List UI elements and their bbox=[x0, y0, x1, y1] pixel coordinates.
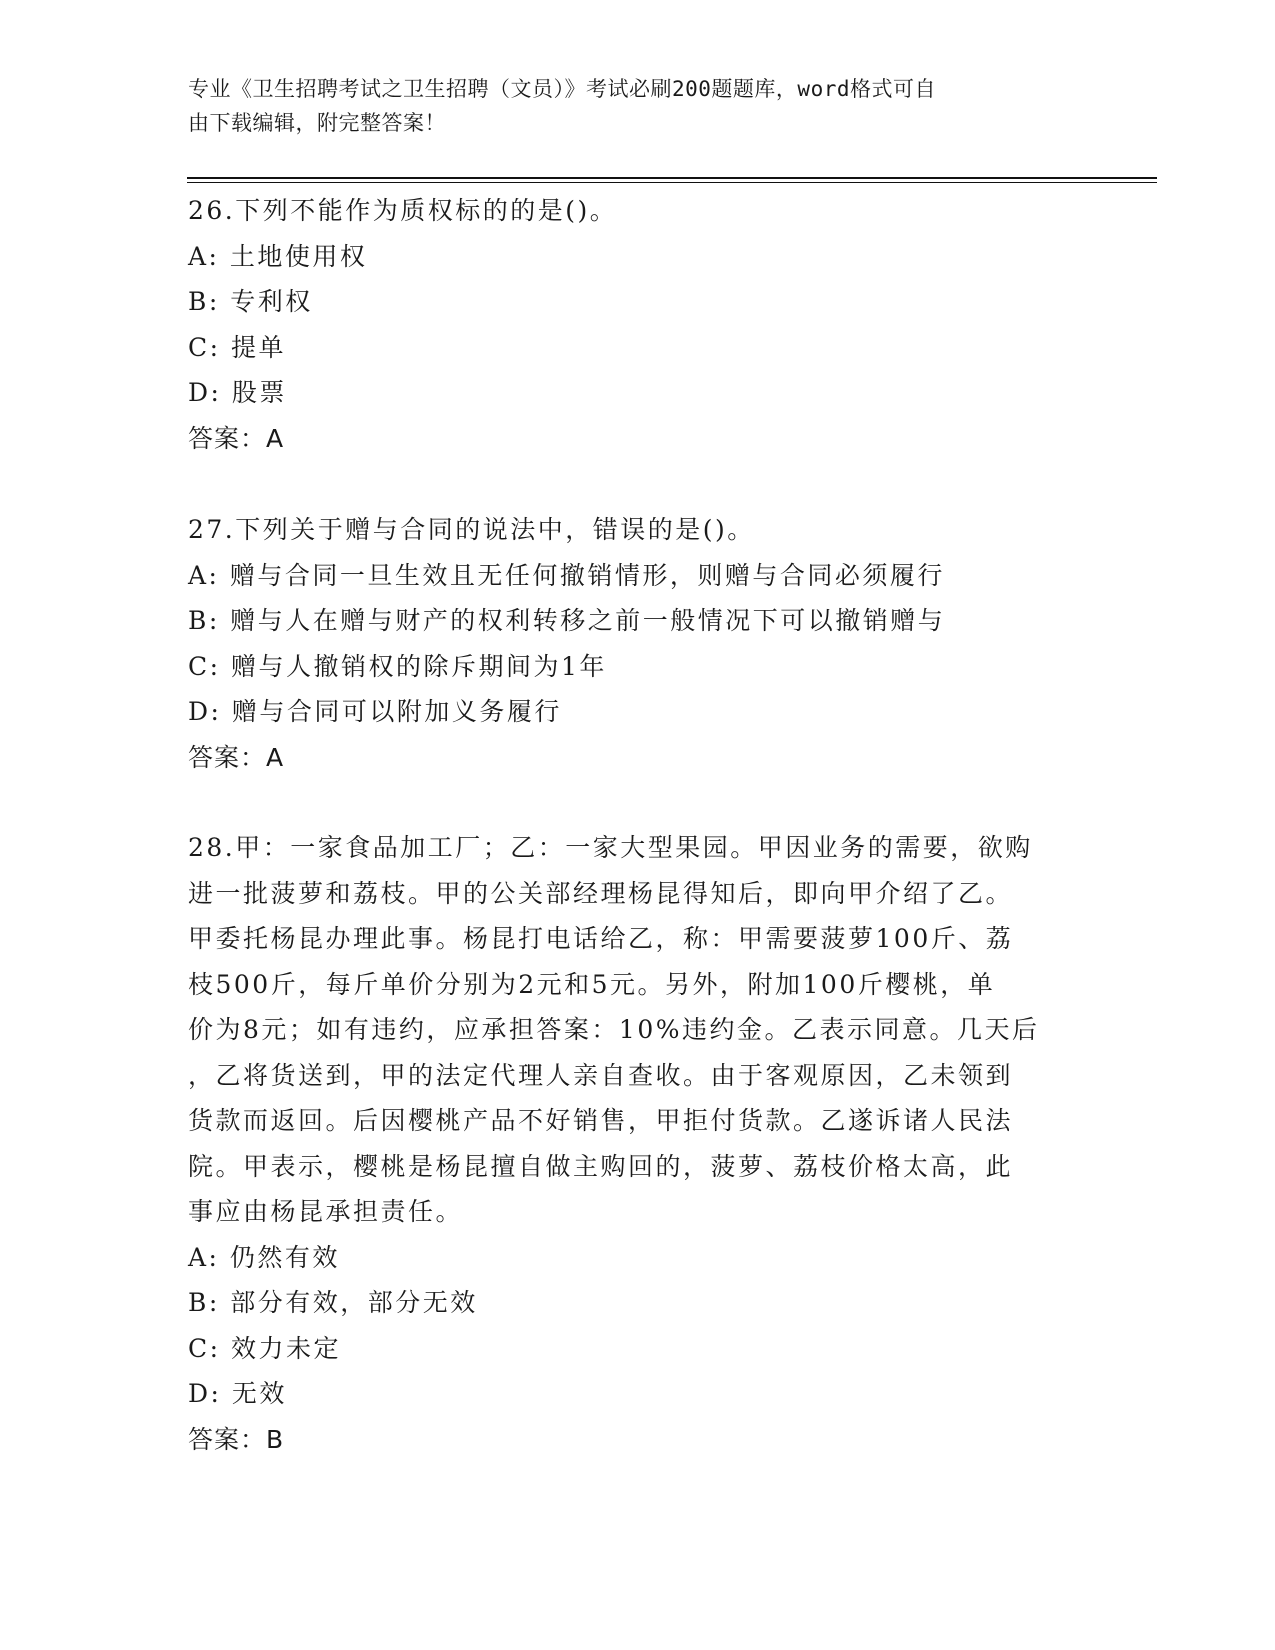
answer-label: 答案：A bbox=[188, 423, 285, 453]
question-26 bbox=[188, 188, 1088, 461]
question-stem-line: 28.甲：一家食品加工厂；乙：一家大型果园。甲因业务的需要，欲购 bbox=[188, 833, 1033, 862]
question-stem: 26.下列不能作为质权标的的是()。 bbox=[188, 196, 618, 225]
question-stem-line: ，乙将货送到，甲的法定代理人亲自查收。由于客观原因，乙未领到 bbox=[188, 1060, 1014, 1090]
answer-label: 答案：B bbox=[188, 1424, 285, 1454]
option-a: A: 仍然有效 bbox=[188, 1242, 340, 1272]
question-stem-line: 院。甲表示，樱桃是杨昆擅自做主购回的，菠萝、荔枝价格太高，此 bbox=[188, 1151, 1014, 1181]
question-28 bbox=[188, 825, 1088, 1462]
option-b: B: 赠与人在赠与财产的权利转移之前一般情况下可以撤销赠与 bbox=[188, 606, 946, 635]
option-c: C: 效力未定 bbox=[188, 1333, 341, 1363]
question-stem-line: 甲委托杨昆办理此事。杨昆打电话给乙，称：甲需要菠萝100斤、荔 bbox=[188, 924, 1014, 953]
option-c: C: 赠与人撤销权的除斥期间为1年 bbox=[188, 651, 607, 681]
question-27 bbox=[188, 507, 1088, 780]
question-stem-line: 价为8元；如有违约，应承担答案：10%违约金。乙表示同意。几天后 bbox=[188, 1015, 1040, 1044]
option-a: A: 土地使用权 bbox=[188, 241, 368, 271]
question-stem-line: 事应由杨昆承担责任。 bbox=[188, 1197, 464, 1226]
question-stem: 27.下列关于赠与合同的说法中，错误的是()。 bbox=[188, 515, 755, 544]
option-d: D: 无效 bbox=[188, 1379, 287, 1408]
option-d: D: 股票 bbox=[188, 378, 287, 407]
question-stem-line: 进一批菠萝和荔枝。甲的公关部经理杨昆得知后，即向甲介绍了乙。 bbox=[188, 878, 1014, 908]
question-stem-line: 货款而返回。后因樱桃产品不好销售，甲拒付货款。乙遂诉诸人民法 bbox=[188, 1106, 1014, 1135]
document-header bbox=[188, 72, 1068, 140]
option-b: B: 专利权 bbox=[188, 287, 313, 316]
header-divider-thick bbox=[187, 177, 1157, 179]
header-line-1: 专业《卫生招聘考试之卫生招聘（文员）》考试必刷200题题库，word格式可自 bbox=[188, 77, 936, 101]
option-a: A: 赠与合同一旦生效且无任何撤销情形，则赠与合同必须履行 bbox=[188, 560, 945, 590]
header-divider-thin bbox=[187, 182, 1157, 183]
option-d: D: 赠与合同可以附加义务履行 bbox=[188, 697, 562, 726]
option-b: B: 部分有效，部分无效 bbox=[188, 1288, 478, 1317]
answer-label: 答案：A bbox=[188, 742, 285, 772]
option-c: C: 提单 bbox=[188, 332, 286, 362]
header-line-2: 由下载编辑，附完整答案！ bbox=[188, 111, 446, 135]
question-stem-line: 枝500斤，每斤单价分别为2元和5元。另外，附加100斤樱桃，单 bbox=[188, 969, 996, 999]
